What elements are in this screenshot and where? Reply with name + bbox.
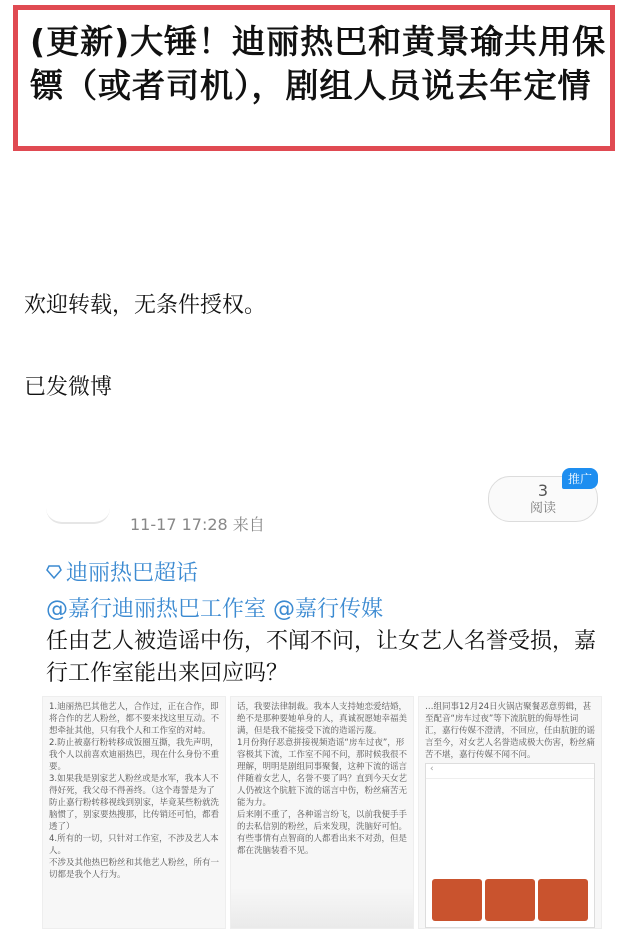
post-image-1[interactable] bbox=[42, 696, 226, 929]
article-title-box bbox=[13, 5, 615, 151]
post-image-2-text: 话，我要法律制裁。我本人支持她恋爱结婚，绝不是那种要她单身的人，真诚祝愿她幸福美满，但是我不能接受下流的造谣污蔑。 1月份狗仔恶意拼接视频造谣“房车过夜”，形容极其下流，工作室不闻不问，那时候我很不理解，明明是剧组同事聚餐，这种下流的谣言伴随着女艺人，名誉不要了吗？直到今天女艺人仍被这个肮脏下流的谣言中伤，粉丝痛苦无能为力。 后来刚不重了，各种谣言纷飞，以前我便手手的去私信别的粉丝，后来发现，洗脑好可怕。有些事情有点智商的人都看出来不对劲，但是都在洗脑装看不见。 bbox=[237, 702, 408, 856]
post-image-2[interactable] bbox=[230, 696, 414, 929]
supertopic-link[interactable] bbox=[46, 556, 198, 587]
post-image-3[interactable] bbox=[418, 696, 602, 929]
read-label: 阅读 bbox=[529, 501, 556, 516]
weibo-post-card bbox=[42, 460, 602, 929]
reprint-notice: 欢迎转载，无条件授权。 bbox=[24, 293, 267, 318]
post-body: 任由艺人被造谣中伤，不闻不问，让女艺人名誉受损，嘉行工作室能出来回应吗？ bbox=[46, 629, 597, 686]
post-meta: 11-17 17:28 来自 bbox=[130, 515, 265, 534]
weibo-notice: 已发微博 bbox=[24, 375, 113, 400]
phone-back-icon: ‹ bbox=[426, 764, 594, 779]
embedded-phone-screenshot bbox=[425, 763, 595, 928]
post-image-1-text: 1.迪丽热巴其他艺人，合作过，正在合作，即将合作的艺人粉丝，都不要来找这里互动。不想牵扯其他，只有我个人和工作室的对峙。 2.防止被嘉行粉转移成饭圈互撕，我先声明，我个人以前喜欢迪丽热巴，现在什么身份不重要。 3.如果我是别家艺人粉丝或是水军，我本人不得好死，我父母不得善终。（这个毒誓是为了防止嘉行粉转移视线到别家，毕竟某些粉就洗脑惯了，别家要热搜那，比传销还可怕，都看透了） 4.所有的一切，只针对工作室，不涉及艺人本人。 不涉及其他热巴粉丝和其他艺人粉丝，所有一切都是我个人行为。 bbox=[49, 702, 220, 880]
image-fade bbox=[231, 888, 413, 928]
food-photos bbox=[432, 879, 588, 921]
read-count: 3 bbox=[537, 481, 549, 500]
mention-links[interactable]: @嘉行迪丽热巴工作室 @嘉行传媒 bbox=[46, 597, 383, 622]
post-image-3-text: …组同事12月24日火锅店聚餐恶意剪辑，甚至配音“房车过夜”等下流肮脏的侮辱性词汇，嘉行传媒不澄清，不回应，任由肮脏的谣言至今，对女艺人名誉造成极大伤害，粉丝痛苦不堪，嘉行传媒不闻不问。 bbox=[425, 702, 596, 760]
promo-badge: 推广 bbox=[562, 468, 598, 489]
avatar bbox=[46, 508, 110, 524]
article-title: (更新)大锤！迪丽热巴和黄景瑜共用保镖（或者司机），剧组人员说去年定情 bbox=[30, 22, 607, 105]
supertopic-label: 迪丽热巴超话 bbox=[66, 561, 199, 586]
post-images bbox=[42, 696, 602, 929]
diamond-icon bbox=[46, 564, 62, 580]
